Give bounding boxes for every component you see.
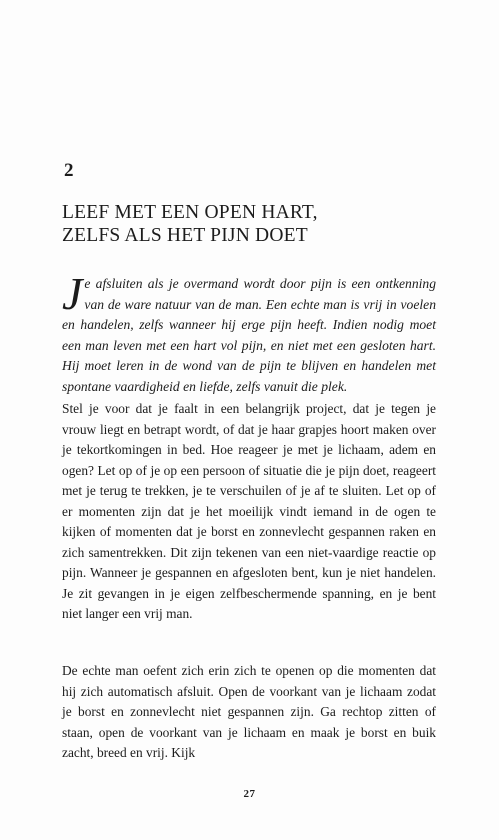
- chapter-title-line-2: ZELFS ALS HET PIJN DOET: [62, 225, 308, 246]
- chapter-title-line-1: LEEF MET EEN OPEN HART,: [62, 202, 318, 223]
- body-paragraph-1: Stel je voor dat je faalt in een belangrijk project, dat je tegen je vrouw liegt en betrapt wordt, of dat je haar grapjes hoort maken over je tekortkomingen in bed. Hoe reageer je met je lichaam, adem en ogen? Let op of je op een persoon of situatie die je pijn doet, reageert met je terug te trekken, je te verschuilen of je af te sluiten. Let op of er momenten zijn dat je het moeilijk vindt iemand in de ogen te kijken of momenten dat je borst en zonnevlecht gespannen raken en zich samentrekken. Dit zijn tekenen van een niet-vaardige reactie op pijn. Wanneer je gespannen en afgesloten bent, kun je niet handelen. Je zit gevangen in je eigen zelfbeschermende spanning, en je bent niet langer een vrij man.: [62, 401, 436, 621]
- body-paragraph-2: De echte man oefent zich erin zich te openen op die momenten dat hij zich automatisch afsluit. Open de voorkant van je lichaam zodat je borst en zonnevlecht niet gespannen zijn. Ga rechtop zitten of staan, open de voorkant van je lichaam en maak je borst en buik zacht, breed en vrij. Kijk: [62, 663, 436, 760]
- chapter-title: [62, 201, 442, 247]
- chapter-number: 2: [64, 160, 74, 181]
- page-number: 27: [243, 788, 256, 800]
- drop-cap: J: [62, 268, 83, 319]
- chapter-intro: [62, 268, 436, 398]
- intro-text: e afsluiten als je overmand wordt door pijn is een ontkenning van de ware natuur van de man. Een echte man is vrij in voelen en handelen, zelfs wanneer hij erge pijn heeft. Indien nodig moet een man leven met een hart vol pijn, en niet met een gesloten hart. Hij moet leren in de wond van de pijn te blijven en handelen met spontane vaardigheid en liefde, zelfs vanuit die plek.: [62, 276, 436, 394]
